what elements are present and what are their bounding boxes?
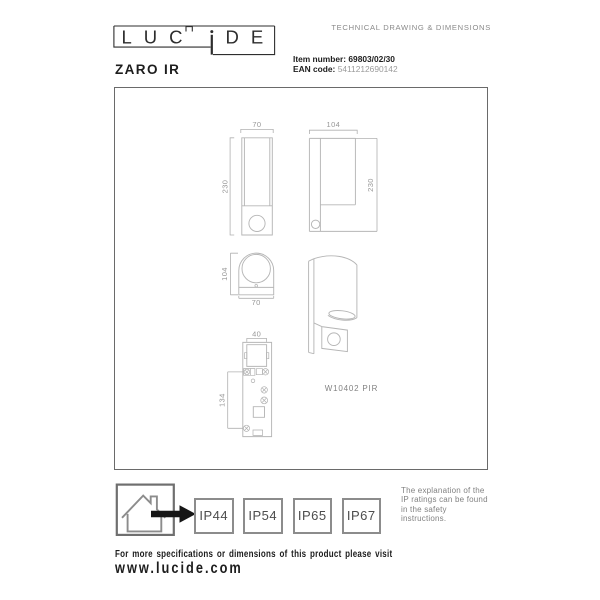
ean-line <box>293 64 398 74</box>
pir-sensor-side <box>311 220 319 228</box>
lamp-opening-circle <box>242 254 270 282</box>
ip-note <box>401 486 488 523</box>
item-number-line <box>293 54 398 64</box>
ip-rating-badge-ip67 <box>342 498 382 534</box>
ip-note-line: instructions. <box>401 513 447 523</box>
ip-note-line: IP ratings can be found <box>401 495 488 505</box>
ip-note-line: in the safety <box>401 504 447 514</box>
logo-letter-i-dot <box>210 30 213 33</box>
lamp-opening-ellipse <box>328 309 355 320</box>
mounting-plate-view <box>218 329 272 436</box>
visit-text: For more specifications or dimensions of this product please visit <box>115 549 393 560</box>
house-box <box>117 485 174 535</box>
logo-letters-right: DE <box>225 26 276 48</box>
ean-value: 5411212690142 <box>337 64 398 75</box>
side-height-dim: 230 <box>365 178 375 192</box>
pir-sensor-3d <box>328 333 341 346</box>
ean-label: EAN code: <box>293 64 336 75</box>
front-view <box>220 120 273 235</box>
pir-sensor-front <box>249 215 265 231</box>
brand-logo <box>110 20 282 60</box>
doc-type-label: TECHNICAL DRAWING & DIMENSIONS <box>331 23 491 32</box>
plate-width-dim: 40 <box>252 329 262 339</box>
product-name: ZARO IR <box>115 62 181 77</box>
ip65-label: IP65 <box>297 508 327 524</box>
item-number-value: 69803/02/30 <box>348 54 395 64</box>
ip54-label: IP54 <box>248 508 278 524</box>
ip-note-line: The explanation of the <box>401 486 485 495</box>
model-label: W10402 PIR <box>324 383 379 393</box>
website-url: www.lucide.com <box>115 560 243 577</box>
side-width-dim: 104 <box>326 120 341 130</box>
bottom-width-dim: 70 <box>251 298 261 308</box>
item-info-block <box>293 54 398 75</box>
ip67-label: IP67 <box>346 508 376 524</box>
logo-letters-left: LUC <box>121 26 195 48</box>
item-number-label: Item number: <box>293 54 347 64</box>
side-view <box>309 120 377 231</box>
bottom-height-dim: 104 <box>219 267 229 281</box>
bottom-view <box>220 253 274 307</box>
perspective-view <box>309 256 357 354</box>
ip-rating-badge-ip44 <box>194 498 234 534</box>
front-width-dim: 70 <box>252 119 262 129</box>
plate-holes-dim: 134 <box>217 393 227 408</box>
indoor-outdoor-pictogram <box>112 480 204 545</box>
technical-drawings <box>114 87 489 470</box>
front-height-dim: 230 <box>220 179 230 194</box>
ip44-label: IP44 <box>199 508 229 524</box>
ip-rating-badge-ip65 <box>293 498 333 534</box>
ip-rating-badge-ip54 <box>243 498 283 534</box>
